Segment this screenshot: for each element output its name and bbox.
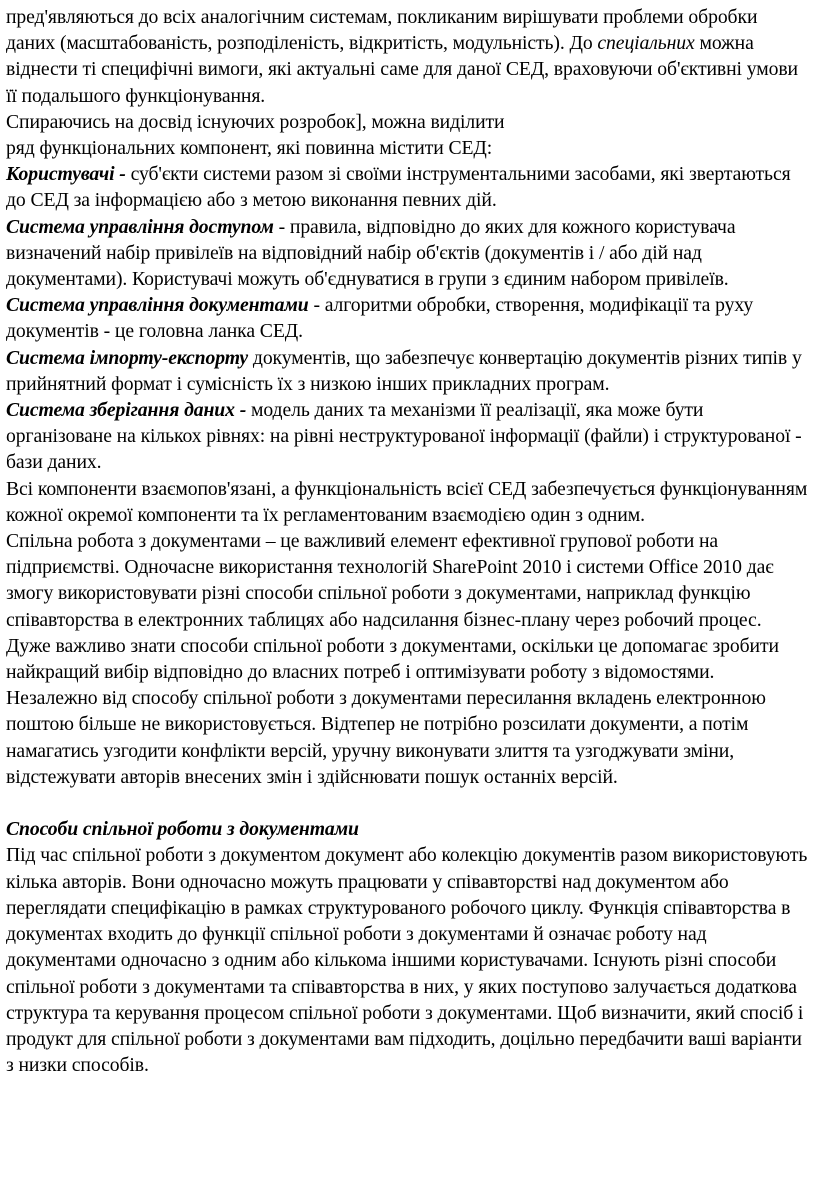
component-description: - правила, відповідно до яких для кожного користувача визначений набір привілеїв на відповідний набір об'єктів (документів і / або дій над документами). Користувачі можуть об'єднуватися в групи з єдиним набором привілеїв. bbox=[6, 215, 736, 291]
component-data-storage bbox=[6, 397, 808, 476]
component-import-export bbox=[6, 345, 808, 397]
paragraph-all-components: Всі компоненти взаємопов'язані, а функціональність всієї СЕД забезпечується функціонуванням кожної окремої компоненти та їх регламентованим взаємодією один з одним. bbox=[6, 477, 808, 526]
intro-paragraph bbox=[6, 4, 808, 109]
component-description: суб'єкти системи разом зі своїми інструментальними засобами, які звертаються до СЕД за інформацією або з метою виконання певних дій. bbox=[6, 163, 791, 212]
component-description: - алгоритми обробки, створення, модифікації та руху документів - це головна ланка СЕД. bbox=[6, 294, 754, 343]
component-document-management bbox=[6, 292, 808, 344]
component-term: Система зберігання даних - bbox=[6, 399, 247, 422]
section-paragraph: Під час спільної роботи з документом документ або колекцію документів разом використовують кілька авторів. Вони одночасно можуть працювати у співавторстві над документом або переглядати специфікацію в рамках структурованого робочого циклу. Функція співавторства в документах входить до функції спільної роботи з документами й означає роботу над документами одночасно з одним або кількома іншими користувачами. Існують різні способи спільної роботи з документами та співавторства в них, у яких поступово залучається додаткова структура та керування процесом спільної роботи з документами. Щоб визначити, який спосіб і продукт для спільної роботи з документами вам підходить, доцільно передбачити ваші варіанти з низки способів. bbox=[6, 844, 808, 1077]
components-lead-line-1: Спираючись на досвід існуючих розробок], можна виділити bbox=[6, 110, 505, 133]
component-description: документів, що забезпечує конвертацію документів різних типів у прийнятний формат і сумісність їх з низкою інших прикладних програм. bbox=[6, 346, 802, 395]
component-users bbox=[6, 161, 808, 213]
intro-italic-term: спеціальних bbox=[597, 32, 695, 55]
component-term: Користувачі - bbox=[6, 163, 126, 186]
paragraph-spacer bbox=[6, 790, 808, 816]
paragraph-email-attachments: Незалежно від способу спільної роботи з документами пересилання вкладень електронною поштою більше не використовується. Відтепер не потрібно розсилати документи, а потім намагатись узгодити конфлікти версій, уручну виконувати злиття та узгоджувати зміни, відстежувати авторів внесених змін і здійснювати пошук останніх версій. bbox=[6, 687, 766, 788]
components-lead-line-2: ряд функціональних компонент, які повинна містити СЕД: bbox=[6, 137, 493, 160]
component-term: Система імпорту-експорту bbox=[6, 346, 249, 369]
section-heading: Способи спільної роботи з документами bbox=[6, 818, 359, 841]
component-access-control bbox=[6, 214, 808, 293]
component-term: Система управління доступом bbox=[6, 215, 274, 238]
component-term: Система управління документами bbox=[6, 294, 309, 317]
paragraph-collaboration: Спільна робота з документами – це важливий елемент ефективної групової роботи на підприємстві. Одночасне використання технологій SharePoint 2010 і системи Office 2010 дає змогу використовувати різні способи спільної роботи з документами, наприклад функцію співавторства в електронних таблицях або надсилання бізнес-плану через робочий процес. Дуже важливо знати способи спільної роботи з документами, оскільки це допомагає зробити найкращий вибір відповідно до власних потреб і оптимізувати роботу з відомостями. bbox=[6, 530, 779, 684]
intro-text-a: пред'являються до всіх аналогічним системам, покликаним вирішувати проблеми обробки даних (масштабованість, розподіленість, відкритість, модульність). До bbox=[6, 6, 758, 55]
component-description: модель даних та механізми її реалізації, яка може бути організоване на кількох рівнях: на рівні неструктурованої інформації (файли) і структурованої - бази даних. bbox=[6, 399, 802, 474]
intro-text-b: можна віднести ті специфічні вимоги, які актуальні саме для даної СЕД, враховуючи об'єктивні умови її подальшого функціонування. bbox=[6, 32, 798, 107]
